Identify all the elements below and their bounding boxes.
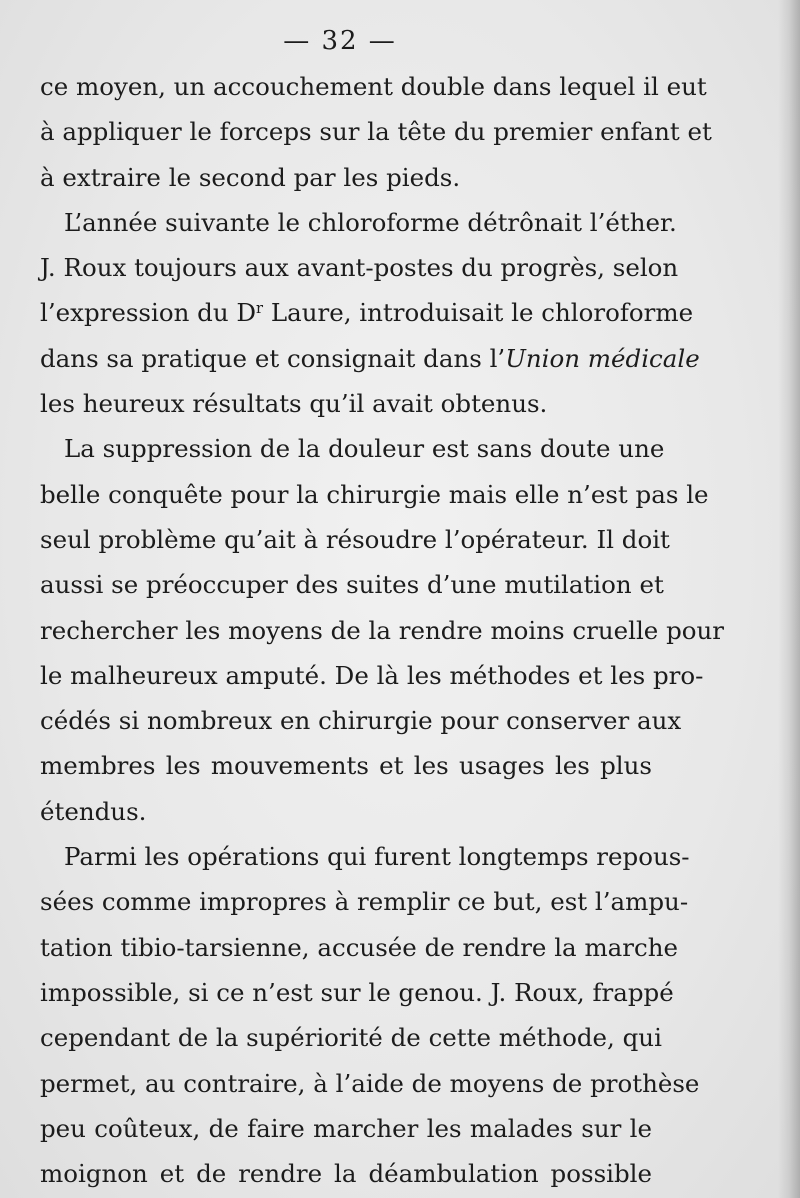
text-line: membres les mouvements et les usages les plus <box>40 751 652 781</box>
journal-title: Union médicale <box>505 343 700 373</box>
text-line: à extraire le second par les pieds. <box>40 162 461 192</box>
text-line: rechercher les moyens de la rendre moins cruelle pour <box>40 615 725 645</box>
text-line: L’année suivante le chloroforme détrônait l’éther. <box>64 207 677 237</box>
text-fragment: dans sa pratique et consignait dans l’ <box>40 343 506 373</box>
body-text <box>40 64 725 1196</box>
text-line: peu coûteux, de faire marcher les malades sur le <box>40 1113 652 1143</box>
text-line: moignon et de rendre la déambulation possible <box>40 1159 652 1189</box>
text-line: étendus. <box>40 796 147 826</box>
text-line: tation tibio-tarsienne, accusée de rendre la marche <box>40 932 678 962</box>
text-line: sées comme impropres à remplir ce but, est l’ampu- <box>40 887 689 917</box>
text-fragment: Laure, introduisait le chloroforme <box>263 298 694 328</box>
text-line <box>40 336 700 381</box>
text-line: seul problème qu’ait à résoudre l’opérateur. Il doit <box>40 524 670 554</box>
text-line: cependant de la supériorité de cette méthode, qui <box>40 1023 662 1053</box>
text-line: J. Roux toujours aux avant-postes du progrès, selon <box>40 253 679 283</box>
text-line: les heureux résultats qu’il avait obtenus. <box>40 389 548 419</box>
text-line: La suppression de la douleur est sans doute une <box>64 434 665 464</box>
text-line: ce moyen, un accouchement double dans lequel il eut <box>40 72 707 101</box>
text-line: Parmi les opérations qui furent longtemps repous- <box>64 842 690 872</box>
doctor-abbrev-superscript: r <box>256 300 264 318</box>
text-line: à appliquer le forceps sur la tête du premier enfant et <box>40 117 712 147</box>
text-line: le malheureux amputé. De là les méthodes et les pro- <box>40 660 704 690</box>
text-line <box>40 290 694 335</box>
text-line: aussi se préoccuper des suites d’une mutilation et <box>40 570 664 600</box>
text-line: cédés si nombreux en chirurgie pour conserver aux <box>40 706 682 736</box>
page-edge-shadow <box>778 0 800 1198</box>
text-line: permet, au contraire, à l’aide de moyens de prothèse <box>40 1068 700 1098</box>
text-line: belle conquête pour la chirurgie mais elle n’est pas le <box>40 479 709 509</box>
text-fragment: l’expression du D <box>40 298 257 328</box>
page-number: — 32 — <box>283 26 397 56</box>
text-line: impossible, si ce n’est sur le genou. J. Roux, frappé <box>40 977 674 1007</box>
